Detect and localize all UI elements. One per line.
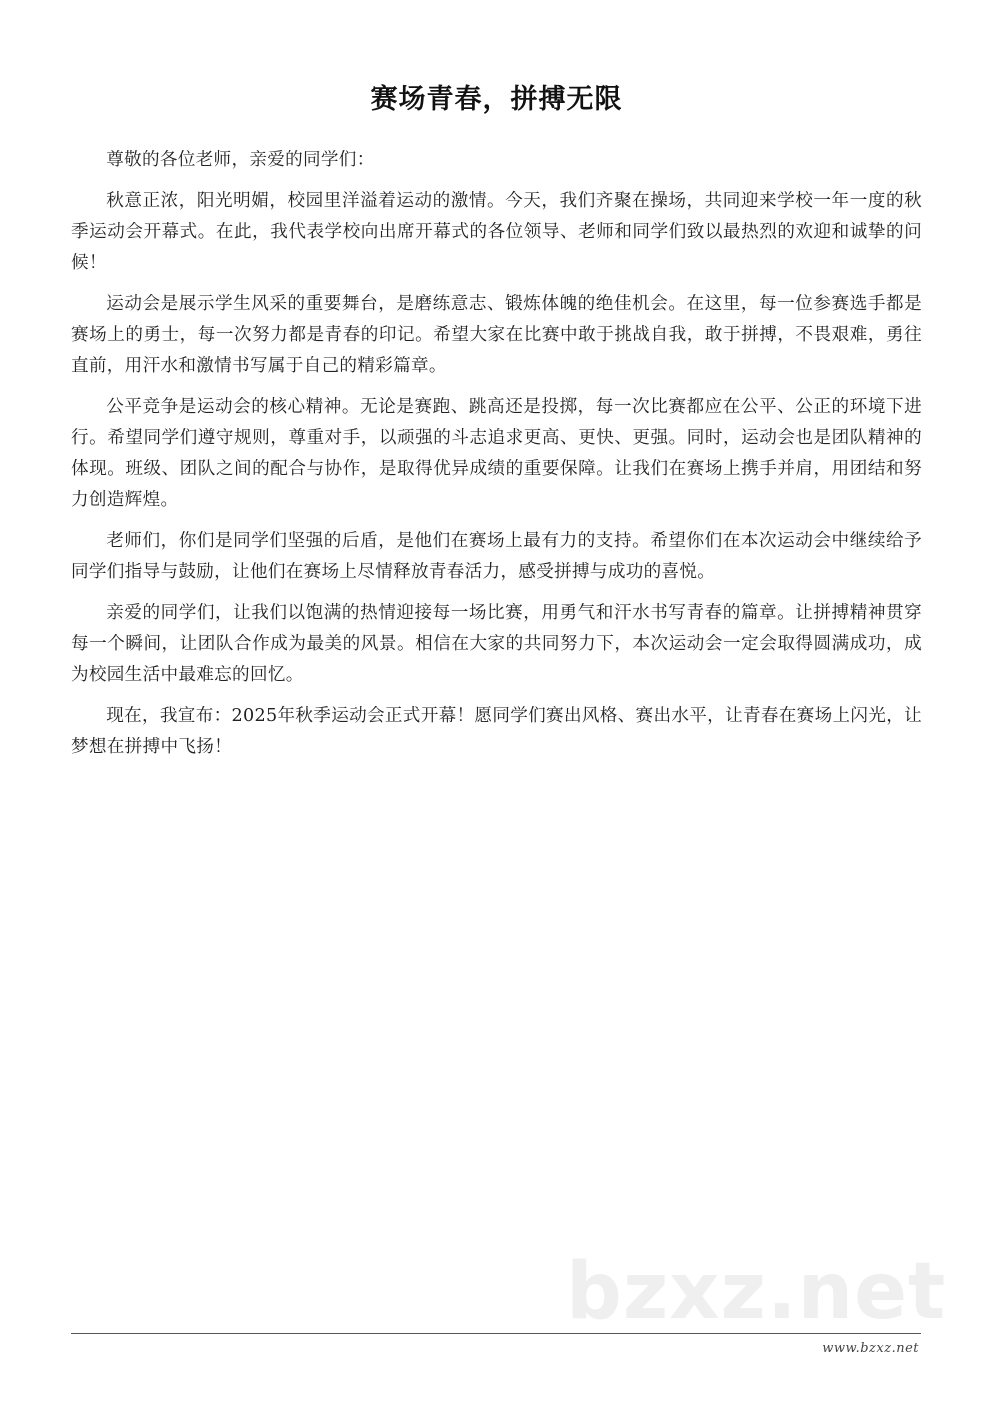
- paragraph-welcome: 秋意正浓，阳光明媚，校园里洋溢着运动的激情。今天，我们齐聚在操场，共同迎来学校一年一度的秋季运动会开幕式。在此，我代表学校向出席开幕式的各位领导、老师和同学们致以最热烈的欢迎和诚挚的问候！: [71, 191, 922, 273]
- footer-divider: [71, 1333, 921, 1334]
- paragraph-students: 亲爱的同学们，让我们以饱满的热情迎接每一场比赛，用勇气和汗水书写青春的篇章。让拼搏精神贯穿每一个瞬间，让团队合作成为最美的风景。相信在大家的共同努力下，本次运动会一定会取得圆满成功，成为校园生活中最难忘的回忆。: [71, 603, 922, 685]
- document-body: [71, 145, 922, 773]
- document-title: 赛场青春，拼搏无限: [370, 84, 623, 115]
- watermark: bzxz.net: [566, 1247, 947, 1337]
- paragraph-fair-play: 公平竞争是运动会的核心精神。无论是赛跑、跳高还是投掷，每一次比赛都应在公平、公正的环境下进行。希望同学们遵守规则，尊重对手，以顽强的斗志追求更高、更快、更强。同时，运动会也是团队精神的体现。班级、团队之间的配合与协作，是取得优异成绩的重要保障。让我们在赛场上携手并肩，用团结和努力创造辉煌。: [71, 397, 922, 510]
- footer-url: www.bzxz.net: [822, 1341, 919, 1356]
- paragraph-teachers: 老师们，你们是同学们坚强的后盾，是他们在赛场上最有力的支持。希望你们在本次运动会中继续给予同学们指导与鼓励，让他们在赛场上尽情释放青春活力，感受拼搏与成功的喜悦。: [71, 531, 922, 582]
- paragraph-declaration: 现在，我宣布：2025年秋季运动会正式开幕！愿同学们赛出风格、赛出水平，让青春在赛场上闪光，让梦想在拼搏中飞扬！: [71, 706, 922, 757]
- salutation: 尊敬的各位老师，亲爱的同学们：: [106, 150, 375, 170]
- paragraph-stage: 运动会是展示学生风采的重要舞台，是磨练意志、锻炼体魄的绝佳机会。在这里，每一位参赛选手都是赛场上的勇士，每一次努力都是青春的印记。希望大家在比赛中敢于挑战自我，敢于拼搏，不畏艰难，勇往直前，用汗水和激情书写属于自己的精彩篇章。: [71, 294, 922, 376]
